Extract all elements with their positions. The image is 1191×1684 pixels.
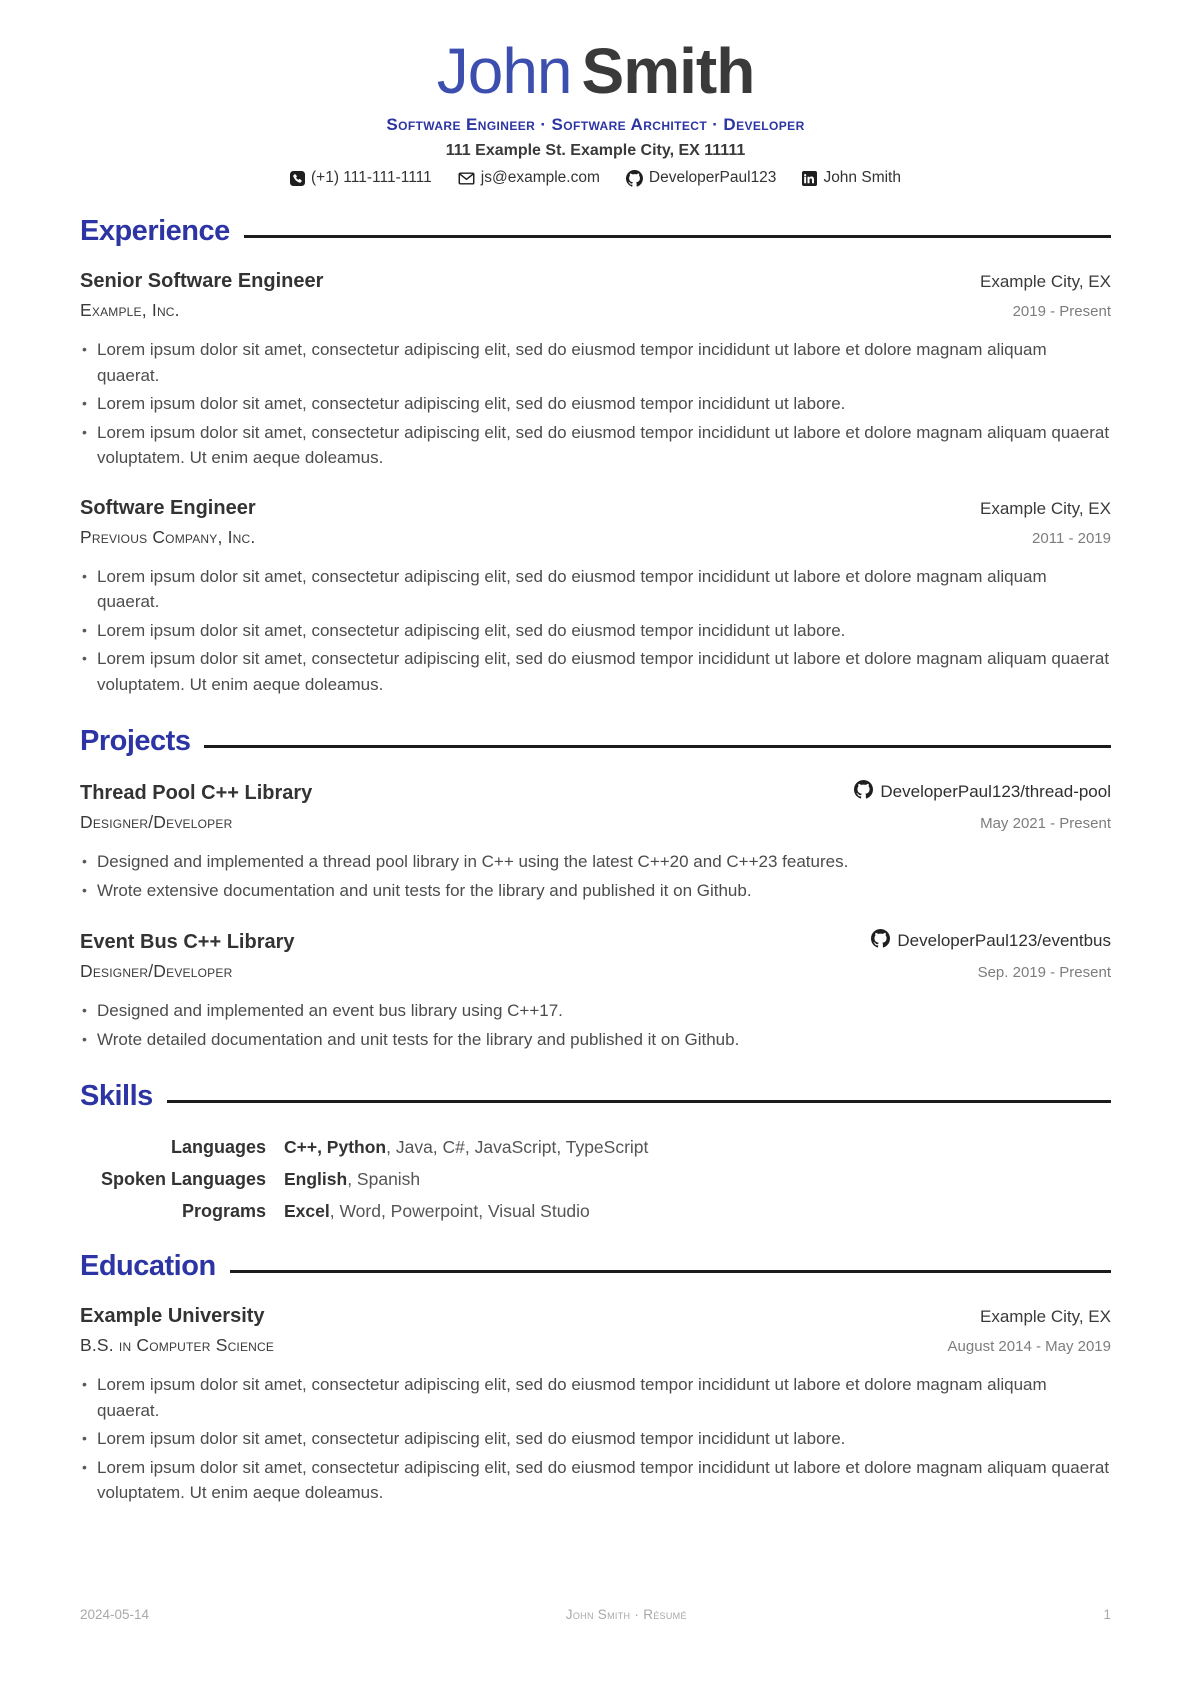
- project-role: Designer/Developer: [80, 961, 233, 982]
- skill-strong: English: [284, 1169, 348, 1190]
- skill-row-spoken-languages: [80, 1169, 1111, 1190]
- bullet-item: • Designed and implemented a thread pool library in C++ using the latest C++20 and C++23 features.: [80, 849, 1111, 875]
- bullet-item: • Designed and implemented an event bus library using C++17.: [80, 998, 1111, 1024]
- contact-row: [80, 169, 1111, 187]
- footer-date: 2024-05-14: [80, 1607, 150, 1622]
- project-entry-2: [80, 929, 1111, 1052]
- education-entry-1: [80, 1305, 1111, 1506]
- phone-link[interactable]: [290, 169, 432, 187]
- experience-entry-1: [80, 270, 1111, 471]
- repo-name: DeveloperPaul123/thread-pool: [880, 782, 1111, 802]
- experience-entry-2: [80, 497, 1111, 698]
- section-rule: [230, 1270, 1111, 1273]
- section-skills: [80, 1080, 1111, 1222]
- section-header-education: [80, 1250, 1111, 1283]
- project-name: Event Bus C++ Library: [80, 931, 295, 954]
- entry-sub-row: [80, 527, 1111, 548]
- section-education: [80, 1250, 1111, 1506]
- job-location: Example City, EX: [979, 272, 1111, 292]
- entry-sub-row: [80, 300, 1111, 321]
- section-header-experience: [80, 215, 1111, 248]
- job-title: Software Engineer: [80, 496, 256, 519]
- bullet-item: • Wrote extensive documentation and unit tests for the library and published it on Github.: [80, 878, 1111, 904]
- skill-regular: , Word, Powerpoint, Visual Studio: [329, 1201, 590, 1222]
- skill-row-programs: [80, 1201, 1111, 1222]
- tagline: Software Engineer · Software Architect · Developer: [386, 115, 805, 135]
- github-repo-link[interactable]: [871, 929, 1111, 953]
- entry-title-row: [80, 1305, 1111, 1328]
- first-name: John: [436, 35, 572, 107]
- degree: B.S. in Computer Science: [80, 1335, 275, 1356]
- section-experience: [80, 215, 1111, 697]
- linkedin-name: John Smith: [823, 169, 901, 187]
- entry-title-row: [80, 780, 1111, 805]
- linkedin-icon: [802, 171, 817, 186]
- company-name: Example, Inc.: [80, 300, 180, 321]
- skill-regular: , Java, C#, JavaScript, TypeScript: [386, 1137, 649, 1158]
- bullet-list: [80, 849, 1111, 903]
- skill-values: [284, 1169, 1111, 1190]
- section-rule: [244, 235, 1111, 238]
- github-profile-link[interactable]: [626, 169, 777, 187]
- school-dates: August 2014 - May 2019: [947, 1338, 1111, 1356]
- entry-title-row: [80, 497, 1111, 520]
- entry-title-row: [80, 270, 1111, 293]
- job-dates: 2019 - Present: [1012, 303, 1111, 321]
- bullet-list: [80, 337, 1111, 471]
- github-icon: [854, 780, 873, 804]
- bullet-item: • Lorem ipsum dolor sit amet, consectetur adipiscing elit, sed do eiusmod tempor incididunt ut labore et dolore magnam aliquam quaerat.: [80, 1372, 1111, 1423]
- entry-sub-row: [80, 812, 1111, 833]
- company-name: Previous Company, Inc.: [80, 526, 256, 547]
- skill-strong: Excel: [284, 1201, 330, 1222]
- page-number: 1: [1103, 1607, 1111, 1622]
- project-dates: Sep. 2019 - Present: [977, 964, 1111, 982]
- last-name: Smith: [581, 35, 755, 107]
- skill-values: [284, 1137, 1111, 1158]
- bullet-list: [80, 998, 1111, 1052]
- bullet-item: • Wrote detailed documentation and unit tests for the library and published it on Github.: [80, 1027, 1111, 1053]
- skill-label: Languages: [170, 1137, 266, 1158]
- bullet-list: [80, 564, 1111, 698]
- phone-number: (+1) 111-111-1111: [311, 169, 432, 187]
- job-location: Example City, EX: [979, 498, 1111, 518]
- skill-regular: , Spanish: [347, 1169, 421, 1190]
- bullet-item: • Lorem ipsum dolor sit amet, consectetur adipiscing elit, sed do eiusmod tempor incididunt ut labore et dolore magnam aliquam quaerat.: [80, 564, 1111, 615]
- entry-title-row: [80, 929, 1111, 954]
- bullet-list: [80, 1372, 1111, 1506]
- entry-sub-row: [80, 1335, 1111, 1356]
- skills-table: [80, 1137, 1111, 1222]
- skill-label: Spoken Languages: [100, 1169, 266, 1190]
- project-entry-1: [80, 780, 1111, 903]
- bullet-item: • Lorem ipsum dolor sit amet, consectetur adipiscing elit, sed do eiusmod tempor incididunt ut labore.: [80, 618, 1111, 644]
- project-role: Designer/Developer: [80, 812, 233, 833]
- section-projects: [80, 725, 1111, 1052]
- section-rule: [204, 745, 1111, 748]
- section-title-experience: Experience: [80, 215, 230, 248]
- resume-header: [80, 35, 1111, 187]
- project-dates: May 2021 - Present: [980, 815, 1111, 833]
- page-footer: [80, 1607, 1111, 1622]
- footer-title: John Smith · Résumé: [565, 1607, 687, 1622]
- skill-row-languages: [80, 1137, 1111, 1158]
- github-icon: [626, 170, 643, 187]
- name-heading: [80, 35, 1111, 107]
- skill-label: Programs: [181, 1201, 266, 1222]
- bullet-item: • Lorem ipsum dolor sit amet, consectetur adipiscing elit, sed do eiusmod tempor incididunt ut labore et dolore magnam aliquam quaerat voluptatem. Ut enim aeque doleamus.: [80, 1455, 1111, 1506]
- bullet-item: • Lorem ipsum dolor sit amet, consectetur adipiscing elit, sed do eiusmod tempor incididunt ut labore et dolore magnam aliquam quaerat.: [80, 337, 1111, 388]
- section-header-skills: [80, 1080, 1111, 1113]
- school-location: Example City, EX: [979, 1307, 1111, 1327]
- github-username: DeveloperPaul123: [648, 169, 777, 187]
- email-icon: [458, 170, 475, 187]
- bullet-item: • Lorem ipsum dolor sit amet, consectetur adipiscing elit, sed do eiusmod tempor incididunt ut labore.: [80, 1426, 1111, 1452]
- school-name: Example University: [80, 1305, 265, 1328]
- linkedin-link[interactable]: [802, 169, 901, 187]
- job-title: Senior Software Engineer: [80, 270, 324, 293]
- bullet-item: • Lorem ipsum dolor sit amet, consectetur adipiscing elit, sed do eiusmod tempor incididunt ut labore.: [80, 391, 1111, 417]
- github-icon: [871, 929, 890, 953]
- job-dates: 2011 - 2019: [1032, 529, 1111, 547]
- section-title-education: Education: [80, 1250, 216, 1283]
- address-line: 111 Example St. Example City, EX 11111: [445, 142, 746, 160]
- skill-strong: C++, Python: [284, 1137, 387, 1158]
- email-address: js@example.com: [480, 169, 600, 187]
- email-link[interactable]: [458, 169, 600, 187]
- section-rule: [167, 1100, 1111, 1103]
- section-title-projects: Projects: [80, 725, 191, 758]
- phone-icon: [290, 171, 305, 186]
- project-name: Thread Pool C++ Library: [80, 782, 313, 805]
- skill-values: [284, 1201, 1111, 1222]
- entry-sub-row: [80, 961, 1111, 982]
- section-header-projects: [80, 725, 1111, 758]
- section-title-skills: Skills: [80, 1080, 153, 1113]
- repo-name: DeveloperPaul123/eventbus: [897, 931, 1111, 951]
- bullet-item: • Lorem ipsum dolor sit amet, consectetur adipiscing elit, sed do eiusmod tempor incididunt ut labore et dolore magnam aliquam quaerat voluptatem. Ut enim aeque doleamus.: [80, 420, 1111, 471]
- github-repo-link[interactable]: [854, 780, 1111, 804]
- bullet-item: • Lorem ipsum dolor sit amet, consectetur adipiscing elit, sed do eiusmod tempor incididunt ut labore et dolore magnam aliquam quaerat voluptatem. Ut enim aeque doleamus.: [80, 646, 1111, 697]
